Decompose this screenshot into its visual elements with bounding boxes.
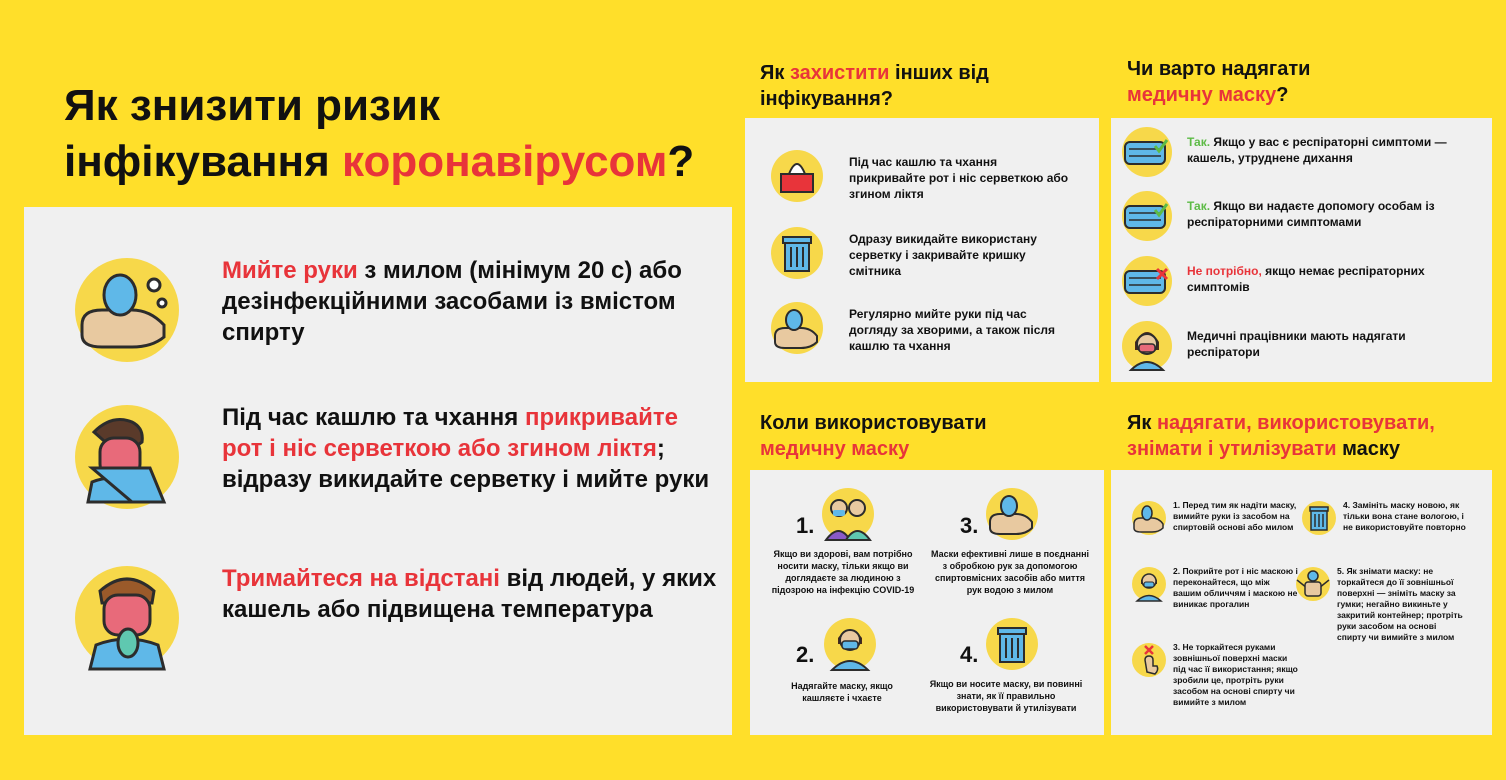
distance-person-icon [72,563,182,673]
mask-item-label: Не потрібно, [1187,264,1262,278]
when-title [760,410,1080,462]
how-panel [1111,470,1492,735]
mask-remove-icon [1295,566,1331,602]
how-title-c: маску [1336,438,1400,460]
tip-text-part: з милом (мінімум 20 с) або дезінфекційними засобами із вмістом спирту [222,257,682,346]
title-line-1: Як знизити ризик [64,81,440,130]
page-title [64,78,744,190]
mask-item-label: Так. [1187,135,1211,149]
tip-text-cough [222,402,722,495]
when-title-b: медичну маску [760,438,910,460]
mask-check-icon [1121,126,1173,178]
mask-item-text [1187,198,1447,230]
mask-item-body: Медичні працівники мають надягати респіратори [1187,329,1406,359]
step-text: Маски ефективні лише в поєднанні з обробкою рук за допомогою спиртовмісних засобів або миття рук водою з милом [930,549,1090,595]
trash-bin-icon [769,225,825,281]
trash-bin-icon [984,616,1040,672]
how-step-text: 1. Перед тим як надіти маску, вимийте руки із засобом на спиртовій основі або милом [1173,500,1297,532]
mask-item-text [1187,263,1447,295]
protect-title [760,60,1080,112]
protect-item-text: Регулярно мийте руки під час догляду за хворими, а також після кашлю та чхання [849,307,1056,353]
trash-bin-icon [1301,500,1337,536]
mask-title-c: ? [1276,84,1289,106]
protect-item-text: Під час кашлю та чхання прикривайте рот і ніс серветкою або згином ліктя [849,155,1069,201]
how-step-text: 5. Як знімати маску: не торкайтеся до її зовнішньої поверхні — зніміть маску за гумки; негайно викиньте у закритий контейнер; протріть руки засобом на основі спирту чи вимийте з милом [1337,566,1463,642]
how-step-text: 2. Покрийте рот і ніс маскою і переконайтеся, що між вашим обличчям і маскою не виникає прогалин [1173,566,1298,609]
step-number: 1. [796,513,815,538]
protect-item-text: Одразу викидайте використану серветку і закривайте кришку смітника [849,232,1037,278]
hand-wash-icon [769,300,825,356]
step-number: 3. [960,513,979,538]
hand-wash-icon [984,486,1040,542]
title-line-2a: інфікування [64,137,343,186]
tip-text-distance [222,563,722,625]
protect-title-b: захистити [789,62,890,84]
cough-person-icon [72,402,182,512]
tip-text-part: Під час кашлю та чхання [222,404,525,431]
how-title [1127,410,1487,462]
step-number: 2. [796,642,815,667]
hand-wash-icon [72,255,182,365]
medic-person-icon [1121,320,1173,372]
masked-person-icon [822,616,878,672]
how-title-a: Як [1127,412,1157,434]
masked-person-icon [1131,566,1167,602]
no-touch-icon [1131,642,1167,678]
two-people-icon [820,486,876,542]
mask-panel [1111,118,1492,382]
when-panel [750,470,1104,735]
how-step-text: 4. Замініть маску новою, як тільки вона стане вологою, і не використовуйте повторно [1343,500,1466,532]
mask-title [1127,56,1487,108]
how-step-text: 3. Не торкайтеся руками зовнішньої поверхні маски під час її використання; якщо зробили це, протріть руки засобом на основі спирту чи вимийте з милом [1173,642,1298,707]
step-text: Надягайте маску, якщо кашляєте і чхаєте [791,681,893,703]
tissue-box-icon [769,148,825,204]
protect-title-c: інших від інфікування? [760,62,989,110]
step-text: Якщо ви носите маску, ви повинні знати, як її правильно використовувати й утилізувати [929,679,1083,713]
main-tips-panel [24,207,732,735]
protect-panel [745,118,1099,382]
hand-wash-icon [1131,500,1167,536]
mask-title-b: медичну маску [1127,84,1277,106]
title-line-2b: коронавірусом [342,137,668,186]
protect-title-a: Як [760,62,790,84]
mask-cross-icon [1121,255,1173,307]
mask-item-text [1187,328,1447,360]
tip-text-part: від людей, у яких кашель або підвищена температура [222,565,717,623]
mask-item-text [1187,134,1447,166]
mask-item-label: Так. [1187,199,1211,213]
tip-text-part: Тримайтеся на відстані [222,565,500,592]
tip-text-hand-wash [222,255,722,348]
tip-text-part: прикривайте рот і ніс серветкою або згином ліктя [222,404,678,462]
when-title-a: Коли використовувати [760,412,987,434]
how-title-b: надягати, використовувати, знімати і утилізувати [1127,412,1435,460]
mask-title-a: Чи варто надягати [1127,58,1311,80]
tip-text-part: ; відразу викидайте серветку і мийте руки [222,435,710,493]
mask-item-body: якщо немає респіраторних симптомів [1187,264,1425,294]
title-line-2c: ? [667,137,695,186]
mask-check-icon [1121,190,1173,242]
mask-item-body: Якщо ви надаєте допомогу особам із респіраторними симптомами [1187,199,1435,229]
mask-item-body: Якщо у вас є респіраторні симптоми — кашель, утруднене дихання [1187,135,1447,165]
tip-text-part: Мийте руки [222,257,358,284]
step-number: 4. [960,642,979,667]
step-text: Якщо ви здорові, вам потрібно носити маску, тільки якщо ви доглядаєте за людиною з підозрою на інфекцію COVID-19 [771,549,915,595]
